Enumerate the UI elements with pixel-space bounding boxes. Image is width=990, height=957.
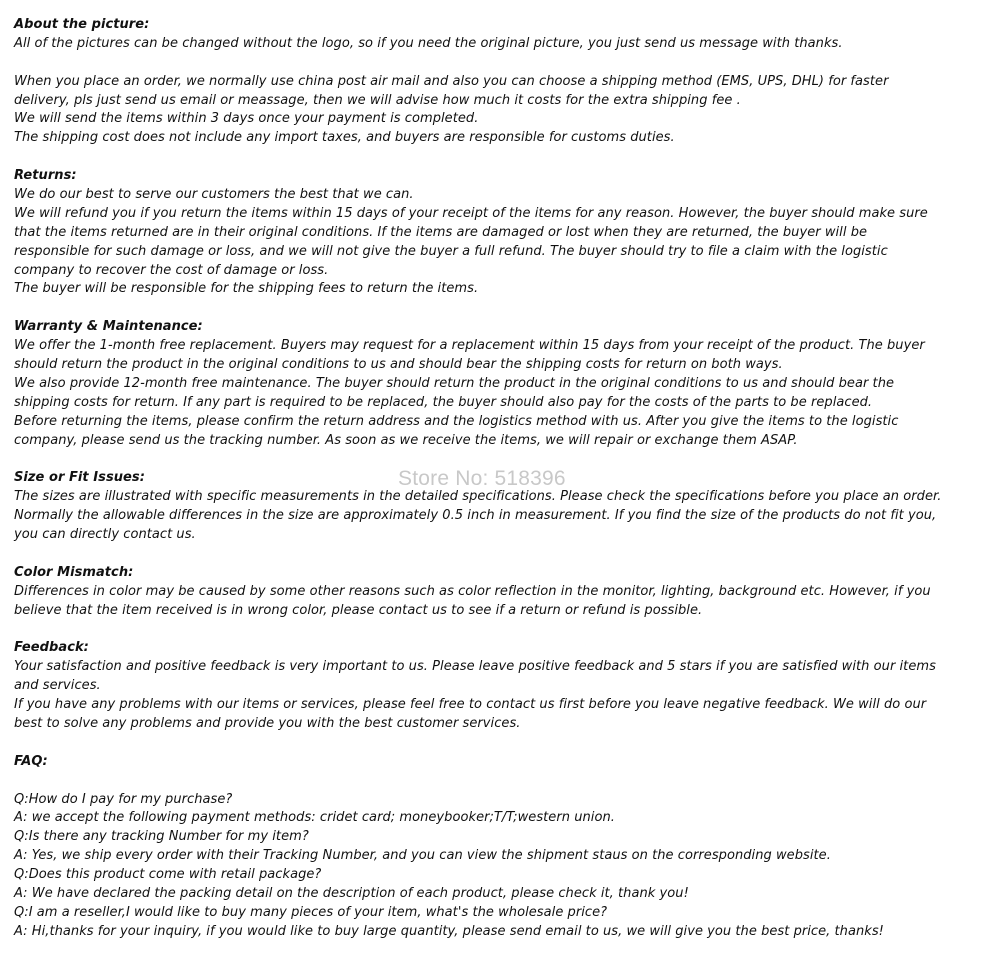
faq-answer: A: We have declared the packing detail on the description of each product, please check it, thank you!	[14, 885, 689, 901]
warranty-line-5: Before returning the items, please confirm the return address and the logistics method with us. After you give the items to the logistic	[14, 413, 899, 429]
feedback-line-2: and services.	[14, 678, 101, 694]
about-line-1: All of the pictures can be changed without the logo, so if you need the original picture, you just send us message with thanks.	[14, 35, 843, 51]
feedback-line-4: best to solve any problems and provide you with the best customer services.	[14, 715, 521, 731]
section-heading-faq: FAQ:	[14, 753, 48, 769]
feedback-line-3: If you have any problems with our items or services, please feel free to contact us first before you leave negative feedback. We will do our	[14, 697, 927, 713]
section-heading-color-mismatch: Color Mismatch:	[14, 564, 134, 580]
store-watermark: Store No: 518396	[398, 467, 566, 490]
warranty-line-3: We also provide 12-month free maintenance. The buyer should return the product in the original conditions to us and should bear the	[14, 375, 895, 391]
spacer	[14, 621, 980, 640]
faq-answer: A: Hi,thanks for your inquiry, if you would like to buy large quantity, please send email to us, we will give you the best price, thanks!	[14, 923, 884, 939]
warranty-line-1: We offer the 1-month free replacement. Buyers may request for a replacement within 15 days from your receipt of the product. The buyer	[14, 338, 925, 354]
faq-answer: A: Yes, we ship every order with their Tracking Number, and you can view the shipment staus on the corresponding website.	[14, 848, 831, 864]
returns-line-1: We do our best to serve our customers the best that we can.	[14, 187, 414, 203]
section-heading-warranty: Warranty & Maintenance:	[14, 319, 203, 335]
faq-question: Q:I am a reseller,I would like to buy many pieces of your item, what's the wholesale price?	[14, 904, 608, 920]
faq-question: Q:How do I pay for my purchase?	[14, 791, 233, 807]
faq-answer: A: we accept the following payment methods: cridet card; moneybooker;T/T;western union.	[14, 810, 615, 826]
warranty-line-6: company, please send us the tracking number. As soon as we receive the items, we will repair or exchange them ASAP.	[14, 432, 798, 448]
spacer	[14, 299, 980, 318]
spacer	[14, 54, 980, 73]
about-line-5: The shipping cost does not include any import taxes, and buyers are responsible for customs duties.	[14, 130, 675, 146]
size-line-1: The sizes are illustrated with specific measurements in the detailed specifications. Please check the specifications before you place an order.	[14, 489, 942, 505]
spacer	[14, 772, 980, 791]
spacer	[14, 734, 980, 753]
faq-question: Q:Does this product come with retail package?	[14, 867, 322, 883]
spacer	[14, 545, 980, 564]
section-heading-size-fit: Size or Fit Issues:	[14, 470, 145, 486]
about-line-3: delivery, pls just send us email or meassage, then we will advise how much it costs for the extra shipping fee .	[14, 92, 741, 108]
returns-line-6: The buyer will be responsible for the shipping fees to return the items.	[14, 281, 479, 297]
size-line-3: you can directly contact us.	[14, 527, 196, 543]
returns-line-3: that the items returned are in their original conditions. If the items are damaged or lost when they are returned, the buyer will be	[14, 224, 868, 240]
section-heading-about-picture: About the picture:	[14, 17, 150, 32]
color-line-2: believe that the item received is in wrong color, please contact us to see if a return or refund is possible.	[14, 602, 703, 618]
size-line-2: Normally the allowable differences in the size are approximately 0.5 inch in measurement. If you find the size of the products do not fit you,	[14, 508, 937, 524]
section-heading-feedback: Feedback:	[14, 640, 89, 656]
spacer	[14, 148, 980, 167]
warranty-line-2: should return the product in the original conditions to us and should bear the shipping costs for return on both ways.	[14, 357, 783, 373]
warranty-line-4: shipping costs for return. If any part is required to be replaced, the buyer should also pay for the costs of the parts to be replaced.	[14, 394, 873, 410]
returns-line-4: responsible for such damage or loss, and we will not give the buyer a full refund. The buyer should try to file a claim with the logistic	[14, 243, 888, 259]
color-line-1: Differences in color may be caused by some other reasons such as color reflection in the monitor, lighting, background etc. However, if you	[14, 583, 931, 599]
section-heading-returns: Returns:	[14, 168, 77, 184]
returns-line-2: We will refund you if you return the items within 15 days of your receipt of the items for any reason. However, the buyer should make sure	[14, 205, 928, 221]
feedback-line-1: Your satisfaction and positive feedback is very important to us. Please leave positive feedback and 5 stars if you are satisfied with our items	[14, 659, 936, 675]
returns-line-5: company to recover the cost of damage or loss.	[14, 262, 329, 278]
faq-question: Q:Is there any tracking Number for my item?	[14, 829, 309, 845]
about-line-4: We will send the items within 3 days once your payment is completed.	[14, 111, 479, 127]
about-line-2: When you place an order, we normally use china post air mail and also you can choose a shipping method (EMS, UPS, DHL) for faster	[14, 73, 889, 89]
